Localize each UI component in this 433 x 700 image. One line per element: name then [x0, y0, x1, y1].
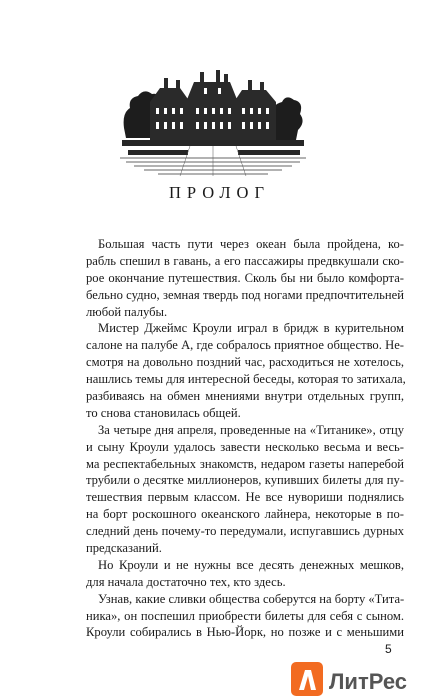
- litres-logo: [289, 660, 433, 700]
- text-line: ника», он поспешил приобрести билеты для себя с сыном.: [86, 608, 404, 623]
- svg-text:ЛитРес: ЛитРес: [329, 669, 408, 694]
- text-line: то снова становилась общей.: [86, 405, 241, 420]
- page-number: 5: [385, 642, 392, 656]
- text-line: За четыре дня апреля, проведенные на «Титанике», отцу: [98, 422, 404, 437]
- text-line: разбиваясь на обмен мнениями внутри отдельных групп,: [86, 389, 404, 404]
- text-line: рое окончание путешествия. Сколь бы ни было комфорта-: [86, 270, 404, 285]
- text-line: любой палубы.: [86, 304, 168, 319]
- text-line: салоне на палубе А, где собралось приятное общество. Не-: [86, 338, 404, 353]
- text-line: рабль спешил в гавань, а его пассажиры предвкушали ско-: [86, 253, 404, 268]
- text-line: для начала достаточно тех, кто здесь.: [86, 574, 286, 589]
- text-line: Узнав, какие сливки общества соберутся на борту «Тита-: [98, 591, 405, 606]
- text-line: следний день почему-то передумали, испугавшись дурных: [86, 524, 404, 539]
- mansion-illustration: [120, 58, 306, 176]
- text-line: Но Кроули и не нужны все десять денежных мешков,: [98, 557, 404, 572]
- text-line: и сыну Кроули удалось завести несколько весьма и весь-: [86, 439, 404, 454]
- text-line: Мистер Джеймс Кроули играл в бридж в курительном: [98, 321, 404, 336]
- text-line: ма респектабельных знакомств, недаром газеты наперебой: [86, 456, 404, 471]
- chapter-heading: ПРОЛОГ: [168, 183, 271, 202]
- text-line: тешествия первым классом. Не все нувориши поднялись: [86, 490, 404, 505]
- text-line: смотря на довольно поздний час, расходиться не хотелось,: [86, 355, 404, 370]
- text-line: предсказаний.: [86, 541, 162, 556]
- text-line: нашлись темы для интересной беседы, которая то затихала,: [86, 372, 406, 387]
- text-line: Большая часть пути через океан была пройдена, ко-: [98, 237, 404, 251]
- litres-logo-mark: [291, 662, 323, 696]
- text-line: Кроули собирались в Нью-Йорк, но позже и с меньшими: [86, 625, 404, 640]
- text-line: трубили о десятке миллионеров, купивших билеты для пу-: [86, 473, 404, 488]
- text-line: бельно судно, земная твердь под ногами предпочтительней: [86, 287, 404, 302]
- text-line: на борт роскошного океанского лайнера, некоторые в по-: [86, 507, 404, 522]
- body-text: [86, 236, 404, 641]
